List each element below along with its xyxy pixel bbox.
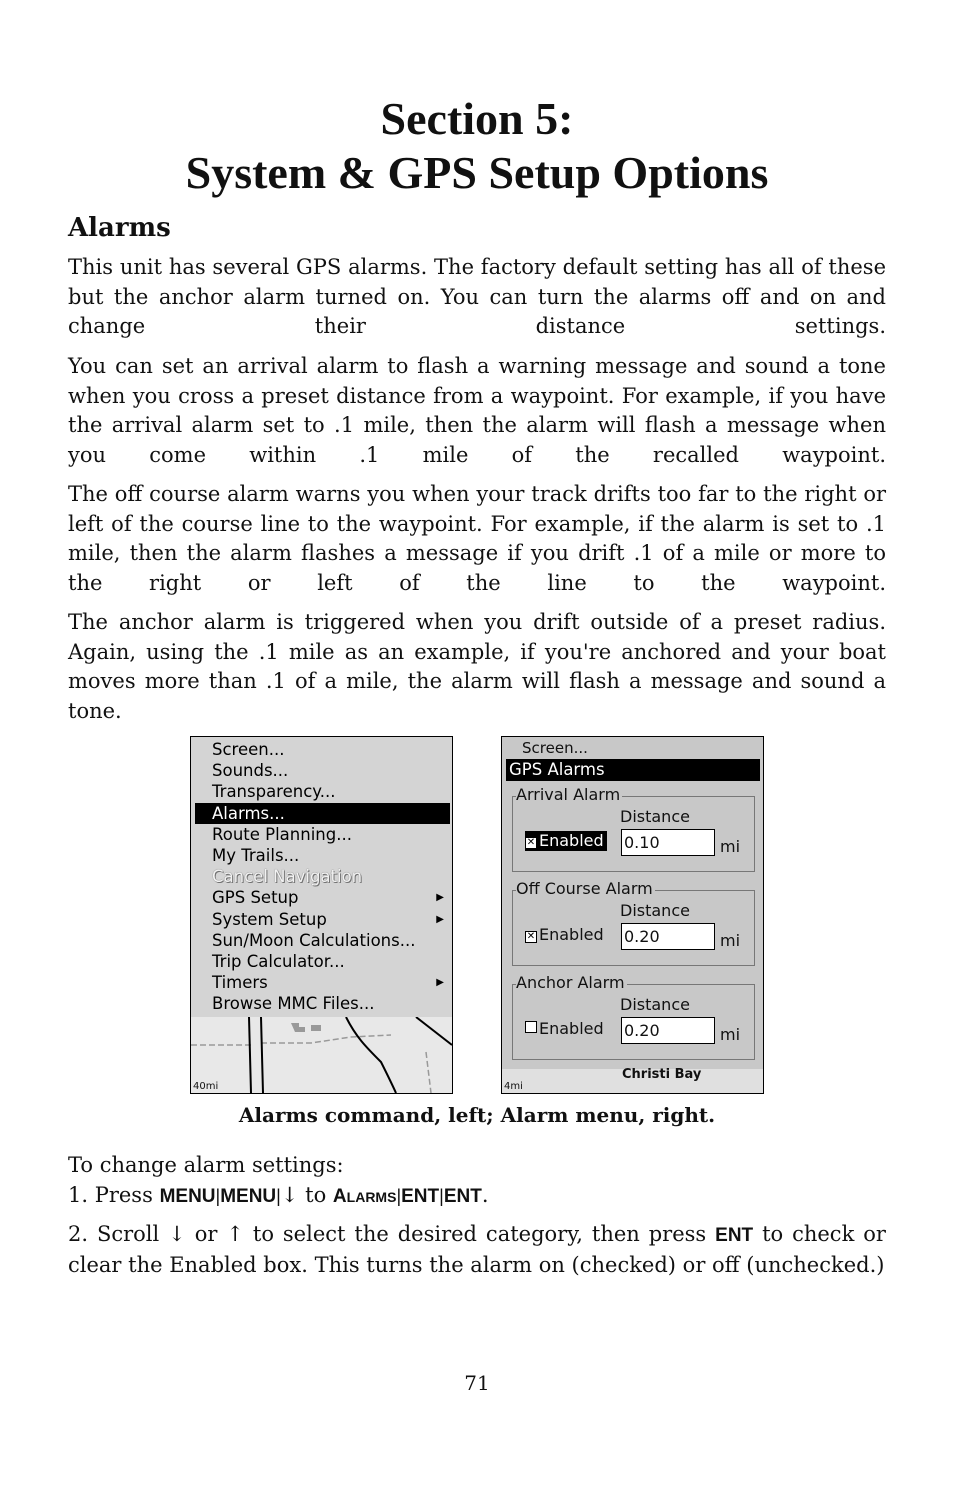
unit-label: mi xyxy=(720,1025,741,1044)
paragraph-anchor: The anchor alarm is triggered when you drift outside of a preset radius. Again, using the .1 mile as an example, if you're anchored and your boat moves more than .1 of a mile, the alarm will flash a message and sound a tone. xyxy=(68,610,886,723)
step-1-prefix: 1. Press xyxy=(68,1182,153,1207)
to-text: to xyxy=(305,1182,327,1207)
checkbox-unchecked-icon xyxy=(525,1021,537,1033)
paragraph-arrival: You can set an arrival alarm to flash a warning message and sound a tone when you cross a preset distance from a waypoint. For example, if you have the arrival alarm set to .1 mile, then the alarm will flash a message when you come within .1 mile of the recalled waypoint. xyxy=(68,354,886,467)
step-1 xyxy=(68,1183,489,1207)
menu-item-label: My Trails... xyxy=(212,846,300,865)
ent-key: ENT xyxy=(401,1185,440,1207)
map-area xyxy=(191,1017,452,1093)
menu-item-label: Trip Calculator... xyxy=(212,952,345,971)
screen-menu-item[interactable]: Screen... xyxy=(522,739,588,757)
or-text: or xyxy=(194,1222,218,1246)
submenu-arrow-icon: ▶ xyxy=(436,977,444,989)
enabled-checkbox[interactable] xyxy=(525,831,607,851)
menu-item[interactable] xyxy=(191,866,452,887)
unit-label: mi xyxy=(720,837,741,856)
map-place-label: Christi Bay xyxy=(622,1067,702,1082)
distance-label: Distance xyxy=(620,901,690,920)
paragraph-intro: This unit has several GPS alarms. The factory default setting has all of these but the anchor alarm turned on. You can turn the alarms off and on and change their distance settings. xyxy=(68,255,886,338)
off-course-alarm-group xyxy=(512,879,755,966)
submenu-arrow-icon: ▶ xyxy=(436,913,444,925)
period: . xyxy=(481,1182,489,1207)
separator: | xyxy=(396,1185,402,1206)
group-label: Arrival Alarm xyxy=(516,785,621,804)
checkbox-checked-icon: ✕ xyxy=(526,931,536,942)
menu-item[interactable] xyxy=(191,781,452,802)
alarms-first-letter: A xyxy=(332,1185,347,1207)
separator: | xyxy=(215,1185,221,1206)
menu-item[interactable] xyxy=(191,993,452,1014)
menu-item[interactable] xyxy=(191,972,452,993)
menu-item-label: Alarms... xyxy=(212,803,285,823)
section-heading: Alarms xyxy=(68,213,171,243)
page-number: 71 xyxy=(464,1371,490,1395)
distance-input[interactable]: 0.20 xyxy=(621,1017,715,1044)
separator: | xyxy=(276,1185,281,1206)
submenu-arrow-icon: ▶ xyxy=(436,892,444,904)
menu-item-label: Timers xyxy=(212,973,268,993)
distance-input[interactable]: 0.20 xyxy=(621,923,715,950)
ent-key: ENT xyxy=(715,1225,754,1246)
menu-item-label: Sun/Moon Calculations... xyxy=(212,930,416,950)
menu-key: MENU xyxy=(220,1185,277,1207)
alarms-rest: LARMS xyxy=(346,1188,397,1205)
separator: | xyxy=(439,1185,444,1206)
alarms-command xyxy=(333,1186,397,1207)
menu-item[interactable] xyxy=(191,845,452,866)
enabled-checkbox[interactable] xyxy=(525,1019,604,1039)
up-arrow-icon: ↑ xyxy=(226,1222,244,1246)
step-2-prefix: 2. Scroll xyxy=(68,1222,160,1246)
menu-item[interactable] xyxy=(195,803,450,824)
step-2-suffix: to check or clear the Enabled box. This turns the alarm on (checked) or off (unchecked.) xyxy=(68,1222,886,1277)
distance-input[interactable]: 0.10 xyxy=(621,829,715,856)
enabled-checkbox[interactable] xyxy=(525,925,604,945)
menu-item[interactable] xyxy=(191,887,452,908)
enabled-label: Enabled xyxy=(539,831,604,850)
alarms-command-screenshot xyxy=(190,736,453,1094)
menu-item-label: Route Planning... xyxy=(212,824,352,844)
step-2-middle: to select the desired category, then press xyxy=(252,1222,707,1246)
map-lines xyxy=(191,1017,452,1093)
menu-item[interactable] xyxy=(191,909,452,930)
page-title xyxy=(0,92,954,200)
down-arrow-icon: ↓ xyxy=(280,1182,299,1207)
menu-item-label: System Setup xyxy=(212,909,327,929)
menu-item[interactable] xyxy=(191,739,452,760)
map-scale: 40mi xyxy=(193,1081,219,1092)
figure-caption: Alarms command, left; Alarm menu, right. xyxy=(238,1103,716,1127)
menu-key: MENU xyxy=(159,1185,216,1207)
group-label: Anchor Alarm xyxy=(516,973,625,992)
paragraph-off-course: The off course alarm warns you when your track drifts too far to the right or left of the course line to the waypoint. For example, if the alarm is set to .1 mile, then the alarm flashes a message if you drift .1 of a mile or more to the right or left of the line to the waypoint. xyxy=(68,482,886,595)
title-line-1: Section 5: xyxy=(380,93,574,144)
map-area xyxy=(502,1069,763,1093)
instructions-intro xyxy=(68,1151,886,1212)
enabled-label: Enabled xyxy=(539,925,604,944)
menu-item[interactable] xyxy=(191,760,452,781)
menu-item-label: Screen... xyxy=(212,740,285,759)
menu-item-label: Sounds... xyxy=(212,761,289,781)
gps-alarms-title: GPS Alarms xyxy=(506,759,760,781)
title-line-2: System & GPS Setup Options xyxy=(185,147,769,198)
menu-item[interactable] xyxy=(191,951,452,972)
map-scale: 4mi xyxy=(504,1081,523,1092)
group-label: Off Course Alarm xyxy=(516,879,653,898)
menu-item-label: Browse MMC Files... xyxy=(212,994,375,1014)
menu-item-label: GPS Setup xyxy=(212,888,299,908)
gps-alarms-screenshot xyxy=(501,736,764,1094)
ent-key: ENT xyxy=(443,1185,482,1207)
menu-item-label: Cancel Navigation xyxy=(212,867,363,887)
menu-item[interactable] xyxy=(191,824,452,845)
anchor-alarm-group xyxy=(512,973,755,1060)
distance-label: Distance xyxy=(620,807,690,826)
arrival-alarm-group xyxy=(512,785,755,872)
menu-item-label: Transparency... xyxy=(212,782,336,802)
main-menu xyxy=(191,737,452,1017)
intro-text: To change alarm settings: xyxy=(68,1153,344,1177)
distance-label: Distance xyxy=(620,995,690,1014)
enabled-label: Enabled xyxy=(539,1019,604,1038)
instructions-step-2 xyxy=(68,1220,886,1280)
down-arrow-icon: ↓ xyxy=(168,1222,186,1246)
unit-label: mi xyxy=(720,931,741,950)
menu-item[interactable] xyxy=(191,930,452,951)
checkbox-checked-icon: ✕ xyxy=(526,837,536,848)
